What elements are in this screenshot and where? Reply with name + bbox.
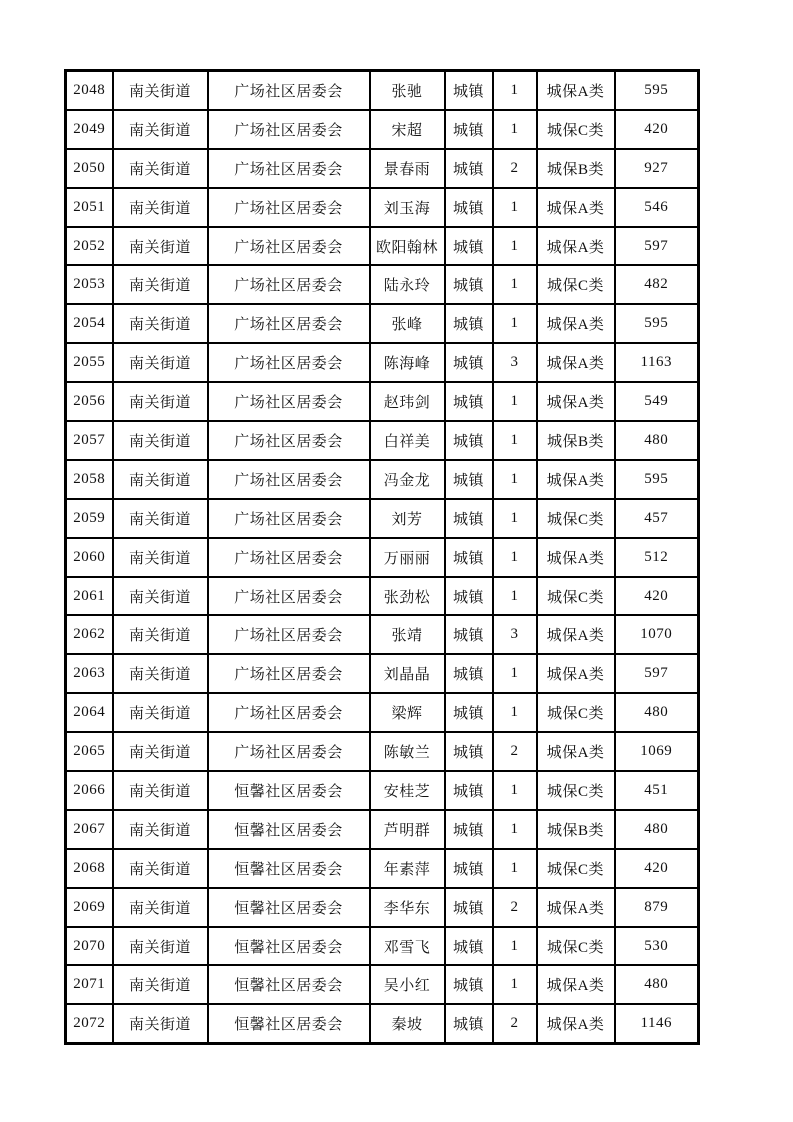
insurance-category-cell: 城保A类 [537,888,615,927]
person-name-cell: 冯金龙 [370,460,445,499]
household-type-cell: 城镇 [445,771,493,810]
table-row [66,343,699,382]
table-row [66,227,699,266]
insurance-category-cell: 城保C类 [537,693,615,732]
street-cell: 南关街道 [113,227,208,266]
table-row [66,304,699,343]
person-name-cell: 万丽丽 [370,538,445,577]
insurance-category-cell: 城保C类 [537,771,615,810]
person-name-cell: 张驰 [370,71,445,110]
person-name-cell: 宋超 [370,110,445,149]
table-row [66,71,699,110]
serial-number-cell: 2061 [66,577,113,616]
person-name-cell: 李华东 [370,888,445,927]
person-count-cell: 1 [493,265,537,304]
community-cell: 广场社区居委会 [208,343,370,382]
table-row [66,927,699,966]
serial-number-cell: 2049 [66,110,113,149]
household-type-cell: 城镇 [445,343,493,382]
person-name-cell: 陆永玲 [370,265,445,304]
person-name-cell: 赵玮剑 [370,382,445,421]
amount-cell: 597 [615,654,699,693]
person-name-cell: 张劲松 [370,577,445,616]
person-count-cell: 1 [493,499,537,538]
insurance-category-cell: 城保A类 [537,538,615,577]
insurance-category-cell: 城保A类 [537,382,615,421]
table-row [66,460,699,499]
table-row [66,499,699,538]
amount-cell: 1069 [615,732,699,771]
household-type-cell: 城镇 [445,693,493,732]
serial-number-cell: 2057 [66,421,113,460]
community-cell: 广场社区居委会 [208,110,370,149]
amount-cell: 546 [615,188,699,227]
table-row [66,888,699,927]
serial-number-cell: 2070 [66,927,113,966]
amount-cell: 451 [615,771,699,810]
person-count-cell: 1 [493,693,537,732]
community-cell: 广场社区居委会 [208,615,370,654]
community-cell: 广场社区居委会 [208,693,370,732]
insurance-category-cell: 城保B类 [537,810,615,849]
serial-number-cell: 2071 [66,965,113,1004]
insurance-category-cell: 城保A类 [537,71,615,110]
amount-cell: 512 [615,538,699,577]
table-row [66,615,699,654]
street-cell: 南关街道 [113,927,208,966]
amount-cell: 480 [615,965,699,1004]
community-cell: 恒馨社区居委会 [208,888,370,927]
person-name-cell: 白祥美 [370,421,445,460]
amount-cell: 549 [615,382,699,421]
household-type-cell: 城镇 [445,460,493,499]
insurance-category-cell: 城保C类 [537,110,615,149]
benefits-table [64,69,700,1045]
person-count-cell: 1 [493,71,537,110]
household-type-cell: 城镇 [445,188,493,227]
table-row [66,110,699,149]
serial-number-cell: 2052 [66,227,113,266]
amount-cell: 420 [615,110,699,149]
household-type-cell: 城镇 [445,499,493,538]
community-cell: 广场社区居委会 [208,421,370,460]
person-name-cell: 安桂芝 [370,771,445,810]
street-cell: 南关街道 [113,382,208,421]
street-cell: 南关街道 [113,343,208,382]
street-cell: 南关街道 [113,71,208,110]
person-name-cell: 陈敏兰 [370,732,445,771]
household-type-cell: 城镇 [445,615,493,654]
community-cell: 广场社区居委会 [208,149,370,188]
insurance-category-cell: 城保A类 [537,732,615,771]
amount-cell: 480 [615,421,699,460]
person-name-cell: 刘芳 [370,499,445,538]
household-type-cell: 城镇 [445,577,493,616]
household-type-cell: 城镇 [445,421,493,460]
street-cell: 南关街道 [113,304,208,343]
person-name-cell: 陈海峰 [370,343,445,382]
serial-number-cell: 2062 [66,615,113,654]
amount-cell: 597 [615,227,699,266]
person-name-cell: 吴小红 [370,965,445,1004]
serial-number-cell: 2064 [66,693,113,732]
person-name-cell: 邓雪飞 [370,927,445,966]
person-count-cell: 1 [493,227,537,266]
serial-number-cell: 2050 [66,149,113,188]
insurance-category-cell: 城保B类 [537,149,615,188]
household-type-cell: 城镇 [445,304,493,343]
person-count-cell: 2 [493,732,537,771]
person-count-cell: 1 [493,654,537,693]
street-cell: 南关街道 [113,654,208,693]
table-row [66,188,699,227]
person-count-cell: 1 [493,421,537,460]
street-cell: 南关街道 [113,460,208,499]
street-cell: 南关街道 [113,538,208,577]
community-cell: 恒馨社区居委会 [208,1004,370,1043]
person-count-cell: 1 [493,927,537,966]
amount-cell: 595 [615,71,699,110]
amount-cell: 420 [615,849,699,888]
community-cell: 恒馨社区居委会 [208,771,370,810]
table-row [66,1004,699,1043]
person-count-cell: 1 [493,577,537,616]
street-cell: 南关街道 [113,615,208,654]
community-cell: 广场社区居委会 [208,732,370,771]
insurance-category-cell: 城保A类 [537,615,615,654]
person-count-cell: 2 [493,888,537,927]
person-name-cell: 张靖 [370,615,445,654]
amount-cell: 595 [615,460,699,499]
household-type-cell: 城镇 [445,227,493,266]
household-type-cell: 城镇 [445,654,493,693]
serial-number-cell: 2072 [66,1004,113,1043]
household-type-cell: 城镇 [445,1004,493,1043]
serial-number-cell: 2055 [66,343,113,382]
community-cell: 恒馨社区居委会 [208,927,370,966]
insurance-category-cell: 城保A类 [537,343,615,382]
person-name-cell: 梁辉 [370,693,445,732]
amount-cell: 420 [615,577,699,616]
serial-number-cell: 2066 [66,771,113,810]
insurance-category-cell: 城保A类 [537,965,615,1004]
person-count-cell: 1 [493,810,537,849]
insurance-category-cell: 城保C类 [537,849,615,888]
community-cell: 恒馨社区居委会 [208,849,370,888]
serial-number-cell: 2054 [66,304,113,343]
insurance-category-cell: 城保A类 [537,304,615,343]
street-cell: 南关街道 [113,149,208,188]
community-cell: 广场社区居委会 [208,499,370,538]
person-count-cell: 3 [493,343,537,382]
table-row [66,265,699,304]
table-row [66,965,699,1004]
amount-cell: 595 [615,304,699,343]
community-cell: 广场社区居委会 [208,577,370,616]
street-cell: 南关街道 [113,810,208,849]
person-count-cell: 1 [493,460,537,499]
street-cell: 南关街道 [113,188,208,227]
table-row [66,693,699,732]
person-name-cell: 景春雨 [370,149,445,188]
table-row [66,654,699,693]
person-count-cell: 1 [493,110,537,149]
street-cell: 南关街道 [113,499,208,538]
community-cell: 广场社区居委会 [208,188,370,227]
amount-cell: 1163 [615,343,699,382]
person-name-cell: 刘晶晶 [370,654,445,693]
table-row [66,421,699,460]
person-name-cell: 芦明群 [370,810,445,849]
insurance-category-cell: 城保A类 [537,188,615,227]
serial-number-cell: 2069 [66,888,113,927]
person-count-cell: 3 [493,615,537,654]
amount-cell: 457 [615,499,699,538]
insurance-category-cell: 城保C类 [537,499,615,538]
community-cell: 广场社区居委会 [208,382,370,421]
household-type-cell: 城镇 [445,110,493,149]
community-cell: 恒馨社区居委会 [208,965,370,1004]
amount-cell: 482 [615,265,699,304]
street-cell: 南关街道 [113,965,208,1004]
amount-cell: 1070 [615,615,699,654]
amount-cell: 480 [615,810,699,849]
amount-cell: 480 [615,693,699,732]
serial-number-cell: 2060 [66,538,113,577]
street-cell: 南关街道 [113,771,208,810]
person-name-cell: 欧阳翰林 [370,227,445,266]
household-type-cell: 城镇 [445,71,493,110]
person-count-cell: 1 [493,538,537,577]
household-type-cell: 城镇 [445,888,493,927]
table-row [66,732,699,771]
table-row [66,577,699,616]
household-type-cell: 城镇 [445,732,493,771]
serial-number-cell: 2056 [66,382,113,421]
table-row [66,382,699,421]
amount-cell: 879 [615,888,699,927]
person-count-cell: 1 [493,188,537,227]
insurance-category-cell: 城保C类 [537,927,615,966]
insurance-category-cell: 城保B类 [537,421,615,460]
serial-number-cell: 2068 [66,849,113,888]
community-cell: 广场社区居委会 [208,71,370,110]
amount-cell: 530 [615,927,699,966]
table-row [66,849,699,888]
person-count-cell: 1 [493,771,537,810]
serial-number-cell: 2059 [66,499,113,538]
street-cell: 南关街道 [113,1004,208,1043]
household-type-cell: 城镇 [445,149,493,188]
household-type-cell: 城镇 [445,965,493,1004]
insurance-category-cell: 城保A类 [537,1004,615,1043]
street-cell: 南关街道 [113,888,208,927]
street-cell: 南关街道 [113,693,208,732]
amount-cell: 1146 [615,1004,699,1043]
serial-number-cell: 2058 [66,460,113,499]
insurance-category-cell: 城保C类 [537,577,615,616]
community-cell: 广场社区居委会 [208,304,370,343]
serial-number-cell: 2067 [66,810,113,849]
person-name-cell: 刘玉海 [370,188,445,227]
table-row [66,149,699,188]
street-cell: 南关街道 [113,849,208,888]
household-type-cell: 城镇 [445,265,493,304]
street-cell: 南关街道 [113,265,208,304]
household-type-cell: 城镇 [445,382,493,421]
community-cell: 广场社区居委会 [208,227,370,266]
person-count-cell: 1 [493,849,537,888]
community-cell: 广场社区居委会 [208,538,370,577]
person-count-cell: 1 [493,304,537,343]
person-count-cell: 2 [493,1004,537,1043]
household-type-cell: 城镇 [445,849,493,888]
street-cell: 南关街道 [113,732,208,771]
person-count-cell: 2 [493,149,537,188]
serial-number-cell: 2051 [66,188,113,227]
insurance-category-cell: 城保A类 [537,227,615,266]
amount-cell: 927 [615,149,699,188]
serial-number-cell: 2063 [66,654,113,693]
table-row [66,538,699,577]
street-cell: 南关街道 [113,110,208,149]
community-cell: 广场社区居委会 [208,265,370,304]
person-count-cell: 1 [493,382,537,421]
insurance-category-cell: 城保A类 [537,460,615,499]
household-type-cell: 城镇 [445,538,493,577]
household-type-cell: 城镇 [445,927,493,966]
table-row [66,810,699,849]
person-name-cell: 张峰 [370,304,445,343]
street-cell: 南关街道 [113,577,208,616]
serial-number-cell: 2065 [66,732,113,771]
serial-number-cell: 2048 [66,71,113,110]
household-type-cell: 城镇 [445,810,493,849]
insurance-category-cell: 城保C类 [537,265,615,304]
person-name-cell: 秦坡 [370,1004,445,1043]
person-count-cell: 1 [493,965,537,1004]
insurance-category-cell: 城保A类 [537,654,615,693]
person-name-cell: 年素萍 [370,849,445,888]
table-body [66,71,699,1044]
table-row [66,771,699,810]
serial-number-cell: 2053 [66,265,113,304]
street-cell: 南关街道 [113,421,208,460]
community-cell: 广场社区居委会 [208,460,370,499]
community-cell: 恒馨社区居委会 [208,810,370,849]
community-cell: 广场社区居委会 [208,654,370,693]
